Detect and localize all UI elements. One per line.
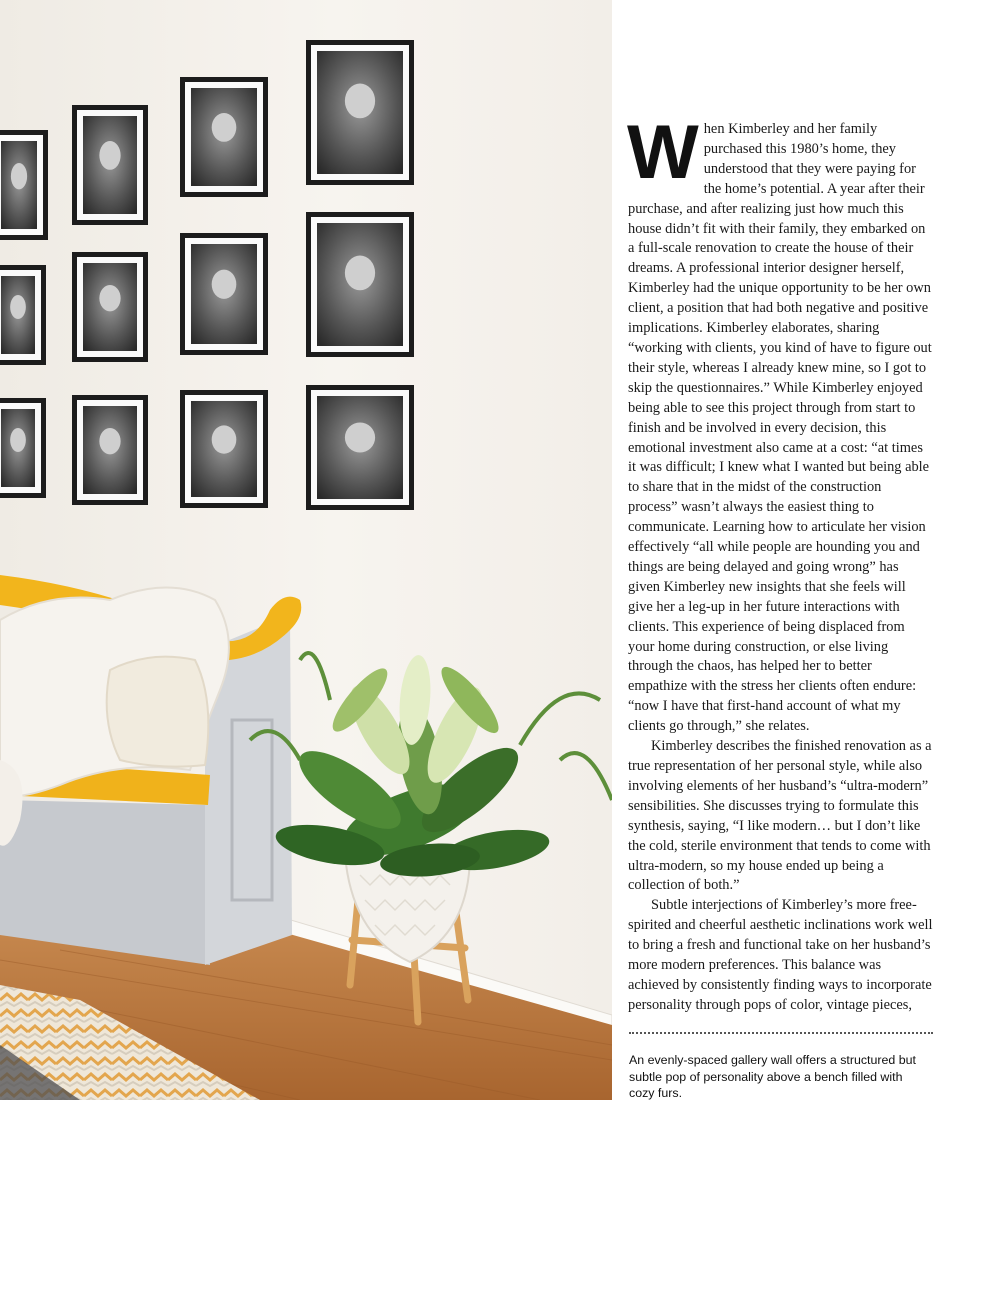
photo-subject (10, 295, 26, 319)
photo-subject (10, 428, 26, 452)
photo-subject (99, 141, 120, 170)
article-paragraph-1 (627, 110, 934, 737)
cushion (107, 657, 209, 767)
photo-caption: An evenly-spaced gallery wall offers a structured but subtle pop of personality above a bench filled with cozy furs. (629, 1053, 916, 1101)
article-paragraph-2: Kimberley describes the finished renovation as a true representation of her personal style, while also involving elements of her husband’s “ultra-modern” sensibilities. She discusses trying to formulate this synthesis, saying, “I like modern… but I don’t like the cold, sterile environment that tends to come with ultra-modern, so my house ended up being a collection of both.” (628, 738, 932, 894)
drop-cap: W (627, 110, 699, 195)
photo-subject (212, 270, 237, 299)
article-body (627, 110, 934, 1016)
photo-subject (212, 425, 237, 453)
photo-subject (345, 84, 375, 119)
photo-subject (345, 423, 375, 453)
photo-subject (99, 285, 120, 311)
caption-divider (629, 1032, 933, 1034)
photo-subject (345, 256, 375, 291)
photo-subject (11, 163, 27, 189)
paragraph-text: hen Kimberley and her family purchased this 1980’s home, they understood that they were paying for the home’s potential. A year after their purchase, and after realizing just how much this house didn’t fit with their family, they embarked on a full-scale renovation to create the house of their dreams. A professional interior designer herself, Kimberley had the unique opportunity to be her own client, a position that had both negative and positive implications. Kimberley elaborates, sharing “working with clients, you kind of have to figure out their style, whereas I already knew mine, so I got to skip the questionnaires.” While Kimberley enjoyed being able to see this project through from start to finish and be involved in every decision, this emotional investment also came at a cost: “at times it was difficult; I knew what I wanted but being able to share that in the midst of the construction process” wasn’t always the easiest thing to communicate. Learning how to articulate her vision effectively “all while people are hounding you and things are being delayed and going wrong” has given Kimberley new insights that she feels will give her a leg-up in her future interactions with clients. This experience of being displaced from your home during construction, or else living through the chaos, has helped her to better empathize with the stress her clients often endure: “now I have that first-hand account of what my clients go through,” she relates. (628, 121, 932, 735)
article-paragraph-3: Subtle interjections of Kimberley’s more free-spirited and cheerful aesthetic inclinations work well to bring a fresh and functional take on her husband’s more modern preferences. This balance was achieved by consistently finding ways to incorporate personality through pops of color, vintage pieces, (628, 897, 933, 1013)
photo-subject (212, 113, 237, 142)
photo-subject (99, 428, 120, 454)
